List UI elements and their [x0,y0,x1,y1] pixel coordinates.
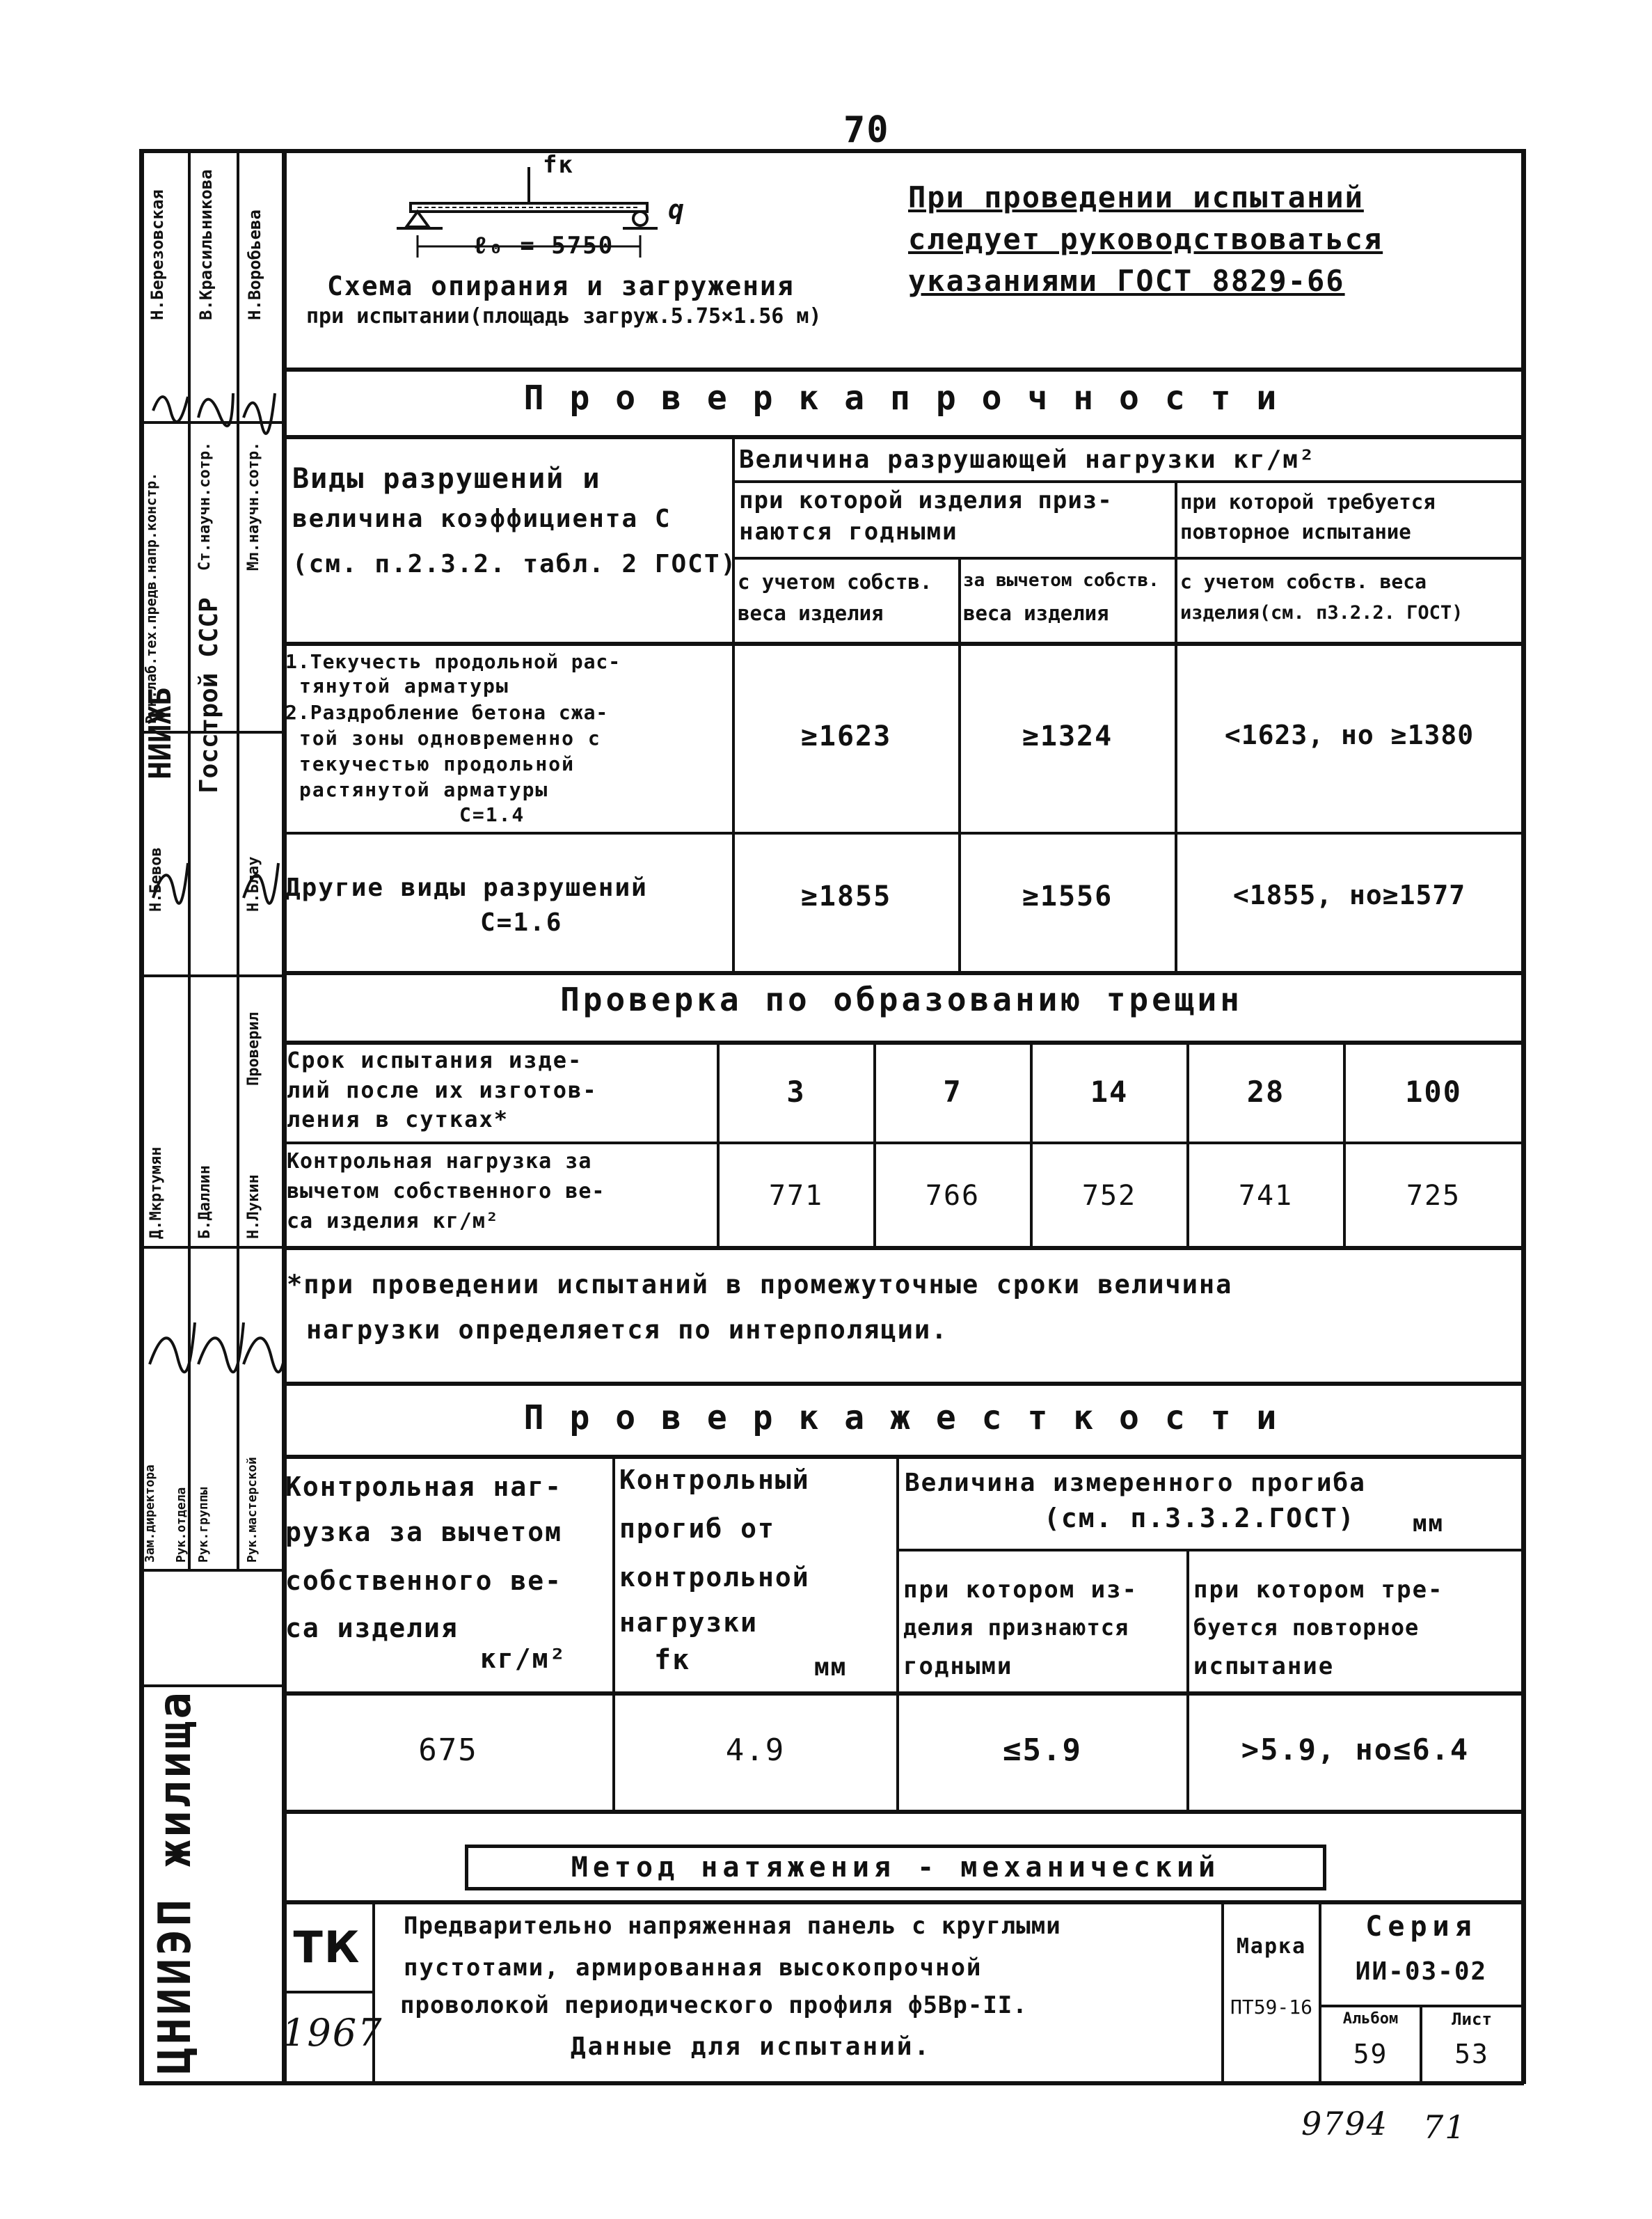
side-role-top-1: Рук.лаб.тех.предв.напр.констр. [143,472,159,724]
cracks-col-4 [1186,1041,1189,1246]
side-role-low-1: Зам.директора [143,1464,157,1563]
stiffness-c2-1: Контрольный [619,1464,810,1495]
stiffness-c3-1: Величина измеренного прогиба [905,1469,1366,1497]
side-name-mid-3: Д.Мкртумян [148,1146,165,1239]
strength-row1-desc-2: тянутой арматуры [299,674,509,697]
archive-number: 9794 [1301,2105,1389,2142]
strength-title-top [282,368,1521,372]
strength-group-line [732,557,1521,560]
stiffness-c2-symbol: fк [654,1644,691,1676]
cracks-col-1 [717,1041,720,1246]
stiffness-c2-unit: мм [814,1653,848,1682]
stamp-tk-divider [282,1991,372,1993]
strength-group1-1: при которой изделия приз- [739,487,1113,514]
side-institute-3: ЦНИИЭП жилища [150,1689,201,2074]
method-label: Метод натяжения - механический [465,1845,1326,1890]
page-number: 70 [843,109,890,151]
load-symbol: fк [543,151,574,179]
side-role-top-3: Мл.научн.сотр. [245,441,262,571]
strength-left-header-3: (см. п.2.3.2. табл. 2 ГОСТ) [292,550,738,578]
side-institute-2: Госстрой СССР [195,597,223,793]
cracks-title-top [282,971,1521,975]
stiffness-value: 675 [418,1732,478,1768]
cracks-note-1: *при проведении испытаний в промежуточные сроки величина [287,1270,1233,1300]
side-role-low-2: Рук.отдела [174,1487,189,1563]
cracks-load: 752 [1081,1180,1137,1212]
cracks-row-divider [282,1142,1521,1144]
stiffness-c3a-2: делия признаются [903,1614,1129,1641]
stiffness-header-bottom [282,1691,1521,1696]
side-name-mid-1: Н.Бевов [148,847,165,912]
strength-col3-2: изделия(см. п3.2.2. ГОСТ) [1180,602,1463,624]
stamp-seria: ИИ-03-02 [1355,1957,1488,1986]
strength-col1-2: веса изделия [738,601,884,625]
side-names-top-3: Н.Воробьева [245,210,264,320]
cracks-col-3 [1030,1041,1033,1246]
strength-left-header-2: величина коэффициента С [292,505,672,533]
scheme-caption-2: при испытании(площадь загруж.5.75×1.56 м) [306,304,822,329]
stamp-desc-3: проволокой периодического профиля ф5Вр-II. [400,1991,1028,2019]
cracks-header-top [282,1041,1521,1045]
stamp-marka: ПТ59-16 [1230,1996,1312,2019]
side-name-mid-5: Н.Лукин [245,1174,262,1239]
side-signatures [139,320,282,1573]
strength-col2-1: за вычетом собств. [963,570,1159,591]
cracks-row2-label-1: Контрольная нагрузка за [287,1149,592,1174]
stamp-desc-2: пустотами, армированная высокопрочной [404,1954,983,1982]
stamp-marka-label: Марка [1236,1934,1307,1959]
strength-row2-desc-1: Другие виды разрушений [285,874,648,902]
stiffness-bottom [282,1810,1521,1814]
stamp-seria-label: Серия [1365,1911,1477,1943]
side-role-low-3: Рук.группы [196,1487,211,1563]
strength-row1-desc-5: текучестью продольной [299,752,575,775]
stiffness-c1-2: рузка за вычетом [285,1517,563,1547]
side-role-low-5: Рук.мастерской [245,1457,260,1563]
stiffness-col-3 [1186,1549,1189,1810]
strength-group1-2: наются годными [739,518,958,546]
stamp-list-label: Лист [1452,2009,1492,2029]
scheme-caption-1: Схема опирания и загружения [327,271,795,301]
q-symbol: q [668,194,685,225]
strength-row2-v2: ≥1556 [1022,881,1113,913]
cracks-bottom [282,1246,1521,1250]
strength-row2-v1: ≥1855 [800,881,892,913]
side-institute-1: НИИЖБ [143,687,178,780]
strength-row-divider [282,832,1521,835]
strength-col3-1: с учетом собств. веса [1180,570,1427,593]
cracks-load: 741 [1238,1180,1294,1212]
strength-row1-v1: ≥1623 [800,720,892,752]
frame-top [139,149,1524,153]
strength-col2-2: веса изделия [963,601,1109,625]
side-names-top-2: В.Красильникова [196,169,216,320]
stiffness-c3b-2: буется повторное [1193,1614,1420,1641]
cracks-day: 7 [943,1075,962,1109]
stiffness-value: >5.9, но≤6.4 [1241,1732,1470,1767]
side-name-mid-2: Н.Блау [245,856,262,912]
strength-unit-line [732,480,1521,483]
cracks-day: 100 [1405,1075,1462,1109]
cracks-row2-label-2: вычетом собственного ве- [287,1179,605,1203]
side-name-mid-4: Б.Даллин [196,1165,214,1239]
stiffness-c2-4: нагрузки [619,1607,759,1638]
stiffness-c2-3: контрольной [619,1562,810,1593]
strength-row1-v3: <1623, но ≥1380 [1224,720,1475,750]
strength-row1-v2: ≥1324 [1022,720,1113,752]
cracks-load: 725 [1406,1180,1461,1212]
strength-row1-desc-7: С=1.4 [459,803,525,826]
stiffness-header-top [282,1455,1521,1459]
stamp-album: 59 [1353,2039,1388,2069]
stiffness-c3a-1: при котором из- [903,1576,1138,1604]
stiffness-c3-2: (см. п.3.3.2.ГОСТ) [1044,1503,1356,1533]
cracks-row1-label-2: лий после их изготов- [287,1077,598,1103]
side-role-top-2: Ст.научн.сотр. [196,441,214,571]
strength-row1-desc-4: той зоны одновременно с [299,727,601,750]
gost-note-3: указаниями ГОСТ 8829-66 [908,264,1345,298]
strength-row2-v3: <1855, но≥1577 [1232,880,1466,910]
cracks-row2-label-3: са изделия кг/м² [287,1209,499,1233]
stamp-list: 53 [1454,2039,1489,2069]
cracks-day: 14 [1090,1075,1129,1109]
cracks-note-2: нагрузки определяется по интерполяции. [306,1315,948,1345]
stiffness-c1-unit: кг/м² [480,1643,567,1674]
stiffness-c2-2: прогиб от [619,1513,775,1544]
cracks-load: 766 [925,1180,980,1212]
stamp-col-desc [1221,1900,1224,2081]
stamp-desc-4: Данные для испытаний. [571,2032,932,2061]
stiffness-c3-unit: мм [1413,1510,1444,1538]
cracks-load: 771 [768,1180,824,1212]
stiffness-c1-4: са изделия [285,1613,459,1643]
stiffness-value: 4.9 [725,1732,786,1768]
cracks-row1-label-1: Срок испытания изде- [287,1047,583,1073]
footer-page: 71 [1423,2108,1467,2146]
frame-main-left [282,149,287,2084]
strength-row1-desc-3: 2.Раздробление бетона сжа- [285,701,609,724]
side-names-top-1: Н.Березовская [148,189,167,320]
stiffness-value: ≤5.9 [1003,1732,1082,1768]
cracks-day: 3 [786,1075,806,1109]
side-role-mid-3: Проверил [245,1012,262,1086]
frame-right [1521,149,1526,2084]
stiffness-c3a-3: годными [903,1652,1013,1680]
strength-left-header-1: Виды разрушений и [292,463,601,495]
cracks-col-5 [1343,1041,1346,1246]
frame-bottom [139,2081,1524,2085]
gost-note-1: При проведении испытаний [908,180,1364,214]
stamp-desc-1: Предварительно напряженная панель с круглыми [404,1912,1061,1940]
strength-header-top [282,435,1521,439]
cracks-row1-label-3: ления в сутках* [287,1106,509,1132]
stamp-top [282,1900,1521,1904]
stiffness-c3b-3: испытание [1193,1652,1335,1680]
stiffness-subheader-line [896,1549,1521,1551]
stiffness-c1-1: Контрольная наг- [285,1471,563,1502]
span-label: ℓ₀ = 5750 [473,232,614,260]
side-divider-6 [139,1684,282,1687]
strength-unit-header: Величина разрушающей нагрузки кг/м² [739,445,1316,474]
cracks-day: 28 [1246,1075,1285,1109]
cracks-title: Проверка по образованию трещин [560,981,1243,1018]
strength-header-bottom [282,642,1521,646]
gost-note-2: следует руководствоваться [908,222,1383,256]
stamp-album-label: Альбом [1342,2010,1399,2028]
strength-group2-1: при которой требуется [1180,490,1436,514]
strength-title: П р о в е р к а п р о ч н о с т и [523,379,1280,418]
stamp-tk: ТК [293,1922,361,1973]
strength-group2-2: повторное испытание [1180,520,1411,544]
strength-row1-desc-1: 1.Текучесть продольной рас- [285,650,621,673]
stiffness-c1-3: собственного ве- [285,1565,563,1596]
strength-col1-1: с учетом собств. [738,570,932,594]
strength-row2-desc-2: С=1.6 [480,908,563,937]
stiffness-title: П р о в е р к а ж е с т к о с т и [523,1398,1280,1437]
stiffness-title-top [282,1382,1521,1386]
stamp-year: 1967 [282,2011,383,2055]
stiffness-c3b-1: при котором тре- [1193,1576,1444,1604]
cracks-col-2 [873,1041,876,1246]
strength-row1-desc-6: растянутой арматуры [299,778,549,801]
